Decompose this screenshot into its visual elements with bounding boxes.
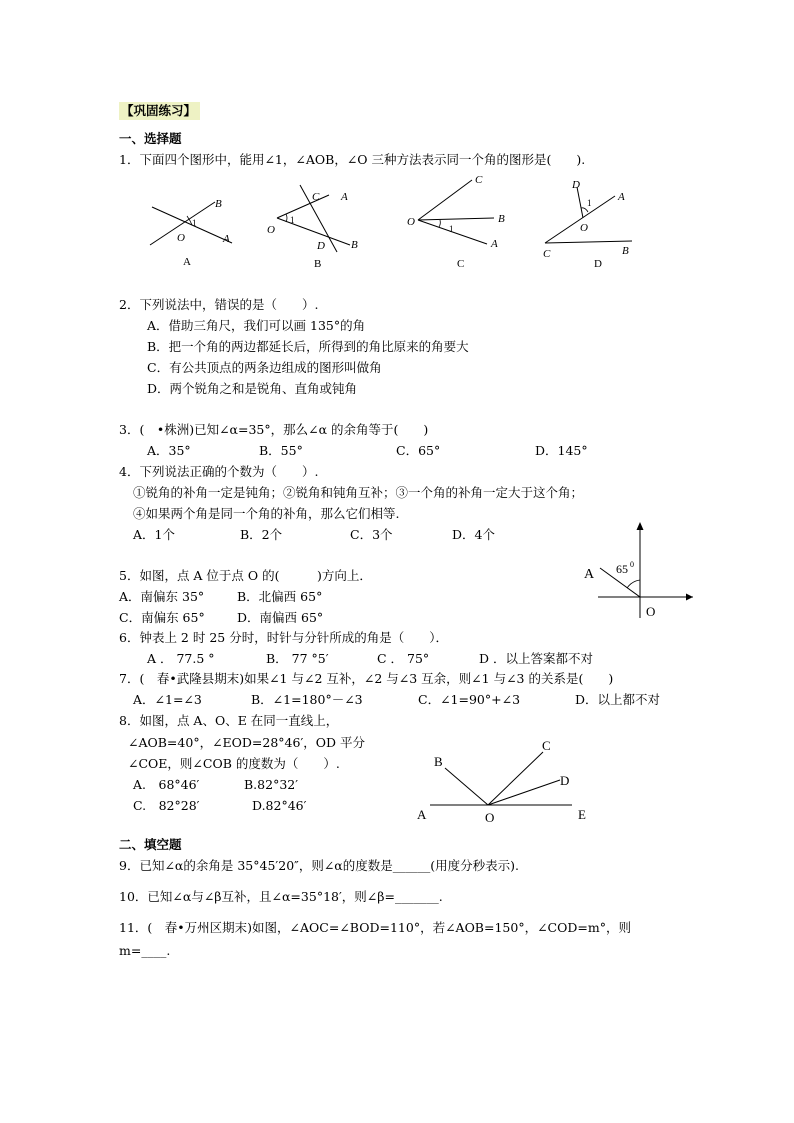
q11-line-2: m=____. [119,943,171,958]
q6-stem: 6．钟表上 2 时 25 分时，时针与分针所成的角是（ ）． [119,630,448,645]
label-a: A [341,191,348,203]
q5-stem: 5．如图，点 A 位于点 O 的( )方向上． [119,568,372,583]
label-b: B [215,198,222,210]
q6-option-a: A ． 77.5 ° [147,651,215,666]
q5-option-b: B．北偏西 65° [237,589,323,604]
q3-option-c: C．65° [396,443,441,458]
label-a: A [491,238,498,250]
angle-label: 65 [616,562,628,576]
q5-option-c: C．南偏东 65° [119,610,205,625]
q3-option-b: B．55° [259,443,303,458]
q2-option-d: D．两个锐角之和是锐角、直角或钝角 [147,381,358,396]
q5-option-d: D．南偏西 65° [237,610,324,625]
label-d: D [560,773,570,788]
label-1: 1 [449,224,454,234]
q1-figure-b [262,185,372,275]
q2-option-b: B．把一个角的两边都延长后，所得到的角比原来的角要大 [147,339,469,354]
label-d: D [572,179,580,191]
caption-c: C [457,258,465,270]
q1-figure-d [540,175,650,275]
q6-option-d: D ．以上答案都不对 [479,651,593,666]
q6-option-b: B． 77 °5′ [266,651,329,666]
label-c: C [312,191,320,203]
label-b: B [622,245,629,257]
q5-option-a: A．南偏东 35° [119,589,205,604]
section-title-fill: 二、填空题 [119,837,182,852]
label-1: 1 [192,218,197,228]
q8-stem: 8．如图，点 A、O、E 在同一直线上， [119,713,339,728]
caption-a: A [183,256,191,268]
q1-figure-c [402,170,517,275]
q4-option-b: B．2个 [240,527,283,542]
q10-text: 10．已知∠α与∠β互补，且∠α=35°18′，则∠β=_______. [119,889,443,904]
label-a: A [618,191,625,203]
q2-option-a: A．借助三角尺，我们可以画 135°的角 [147,318,366,333]
q7-stem: 7．( 春•武隆县期末)如果∠1 与∠2 互补，∠2 与∠3 互余，则∠1 与∠3 的关系是( ) [119,671,614,686]
q3-option-a: A．35° [147,443,191,458]
q4-option-a: A．1个 [133,527,175,542]
q8-condition-2: ∠COE，则∠COB 的度数为（ ）. [128,756,340,771]
q4-stem: 4．下列说法正确的个数为（ ）. [119,464,319,479]
q4-option-c: C．3个 [350,527,393,542]
q8-option-b: B.82°32′ [244,777,299,792]
label-o: O [485,810,495,825]
q1-stem: 1．下面四个图形中，能用∠1，∠AOB，∠O 三种方法表示同一个角的图形是( ). [119,152,586,167]
label-o: O [407,216,415,228]
q9-text: 9．已知∠α的余角是 35°45′20″，则∠α的度数是______(用度分秒表示). [119,858,519,873]
q7-option-c: C．∠1=90°+∠3 [418,692,521,707]
q8-condition-1: ∠AOB=40°，∠EOD=28°46′，OD 平分 [128,735,366,750]
q7-option-d: D．以上都不对 [575,692,661,707]
angle-degree: 0 [630,560,634,569]
q6-option-c: C ． 75° [377,651,430,666]
label-1: 1 [587,198,592,208]
label-b: B [498,213,505,225]
label-c: C [543,248,551,260]
label-o: O [580,222,588,234]
q11-line-1: 11．( 春•万州区期末)如图，∠AOC=∠BOD=110°，若∠AOB=150°，∠COD=m°，则 [119,920,631,935]
q4-option-d: D．4个 [452,527,495,542]
label-o: O [177,232,185,244]
q7-option-b: B．∠1=180°－∠3 [251,692,363,707]
q4-statement-2: ④如果两个角是同一个角的补角，那么它们相等. [133,506,400,521]
q8-option-c: C. 82°28′ [133,798,200,813]
label-o: O [646,604,656,619]
label-c: C [475,174,483,186]
caption-b: B [314,258,322,270]
label-b: B [434,754,443,769]
q8-option-a: A. 68°46′ [133,777,200,792]
q2-stem: 2．下列说法中，错误的是（ ）. [119,297,319,312]
label-a: A [584,567,595,582]
practice-banner: 【巩固练习】 [119,102,200,120]
label-a: A [223,233,230,245]
q8-angle-figure [410,735,600,830]
caption-d: D [594,258,602,270]
q7-option-a: A．∠1=∠3 [133,692,202,707]
q1-figure-a [140,185,250,275]
q3-stem: 3．( •株洲)已知∠α=35°，那么∠α 的余角等于( ) [119,422,429,437]
label-c: C [542,738,551,753]
label-e: E [578,807,586,822]
label-d: D [317,240,325,252]
section-title-choice: 一、选择题 [119,131,182,146]
label-a: A [417,807,427,822]
q3-option-d: D．145° [535,443,588,458]
label-o: O [267,224,275,236]
label-b: B [351,239,358,251]
q2-option-c: C．有公共顶点的两条边组成的图形叫做角 [147,360,382,375]
q4-statement-1: ①锐角的补角一定是钝角；②锐角和钝角互补；③一个角的补角一定大于这个角； [133,485,584,500]
q5-compass-figure [580,518,700,623]
q8-option-d: D.82°46′ [252,798,307,813]
label-1: 1 [290,215,295,225]
